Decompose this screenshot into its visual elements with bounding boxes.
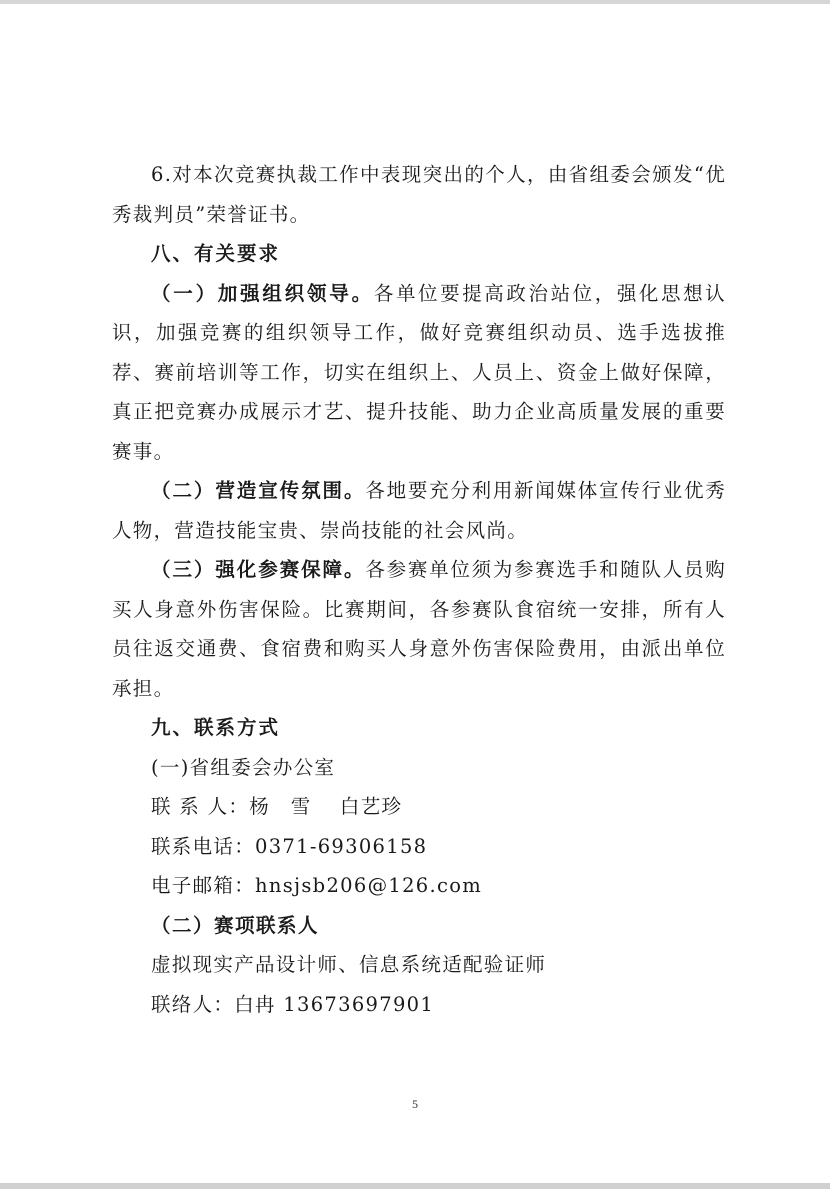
contact-1-person: 联 系 人：杨 雪 白艺珍 (151, 795, 403, 818)
contact-2-items: 虚拟现实产品设计师、信息系统适配验证师 (151, 953, 547, 976)
contact-1-email: 电子邮箱：hnsjsb206@126.com (151, 874, 483, 897)
section-8-heading: 八、有关要求 (151, 242, 281, 265)
requirement-1-body: 各单位要提高政治站位，强化思想认识，加强竞赛的组织领导工作，做好竞赛组织动员、选手选拔推荐、赛前培训等工作，切实在组织上、人员上、资金上做好保障，真正把竞赛办成展示才艺、提升技能、助力企业高质量发展的重要赛事。 (112, 281, 726, 463)
requirement-2-paragraph (112, 471, 726, 550)
requirement-2-body: 各地要充分利用新闻媒体宣传行业优秀人物，营造技能宝贵、崇尚技能的社会风尚。 (112, 479, 726, 542)
requirement-3-lead: （三）强化参赛保障。 (151, 558, 366, 581)
requirement-1-lead: （一）加强组织领导。 (151, 281, 374, 305)
document-body (112, 155, 726, 1024)
requirement-2-lead: （二）营造宣传氛围。 (151, 479, 366, 502)
contact-2-title: （二）赛项联系人 (151, 913, 320, 937)
contact-2-person: 联络人：白冉 13673697901 (151, 992, 435, 1016)
page-number: 5 (412, 1097, 418, 1111)
requirement-1-paragraph (112, 274, 726, 472)
requirement-3-body: 各参赛单位须为参赛选手和随队人员购买人身意外伤害保险。比赛期间，各参赛队食宿统一安排，所有人员往返交通费、食宿费和购买人身意外伤害保险费用，由派出单位承担。 (112, 558, 726, 700)
requirement-3-paragraph (112, 550, 726, 708)
section-9-heading: 九、联系方式 (151, 716, 281, 739)
contact-1-title: (一)省组委会办公室 (151, 755, 336, 779)
contact-1-phone: 联系电话：0371-69306158 (151, 834, 428, 858)
award-paragraph: 6.对本次竞赛执裁工作中表现突出的个人，由省组委会颁发“优秀裁判员”荣誉证书。 (112, 163, 726, 226)
